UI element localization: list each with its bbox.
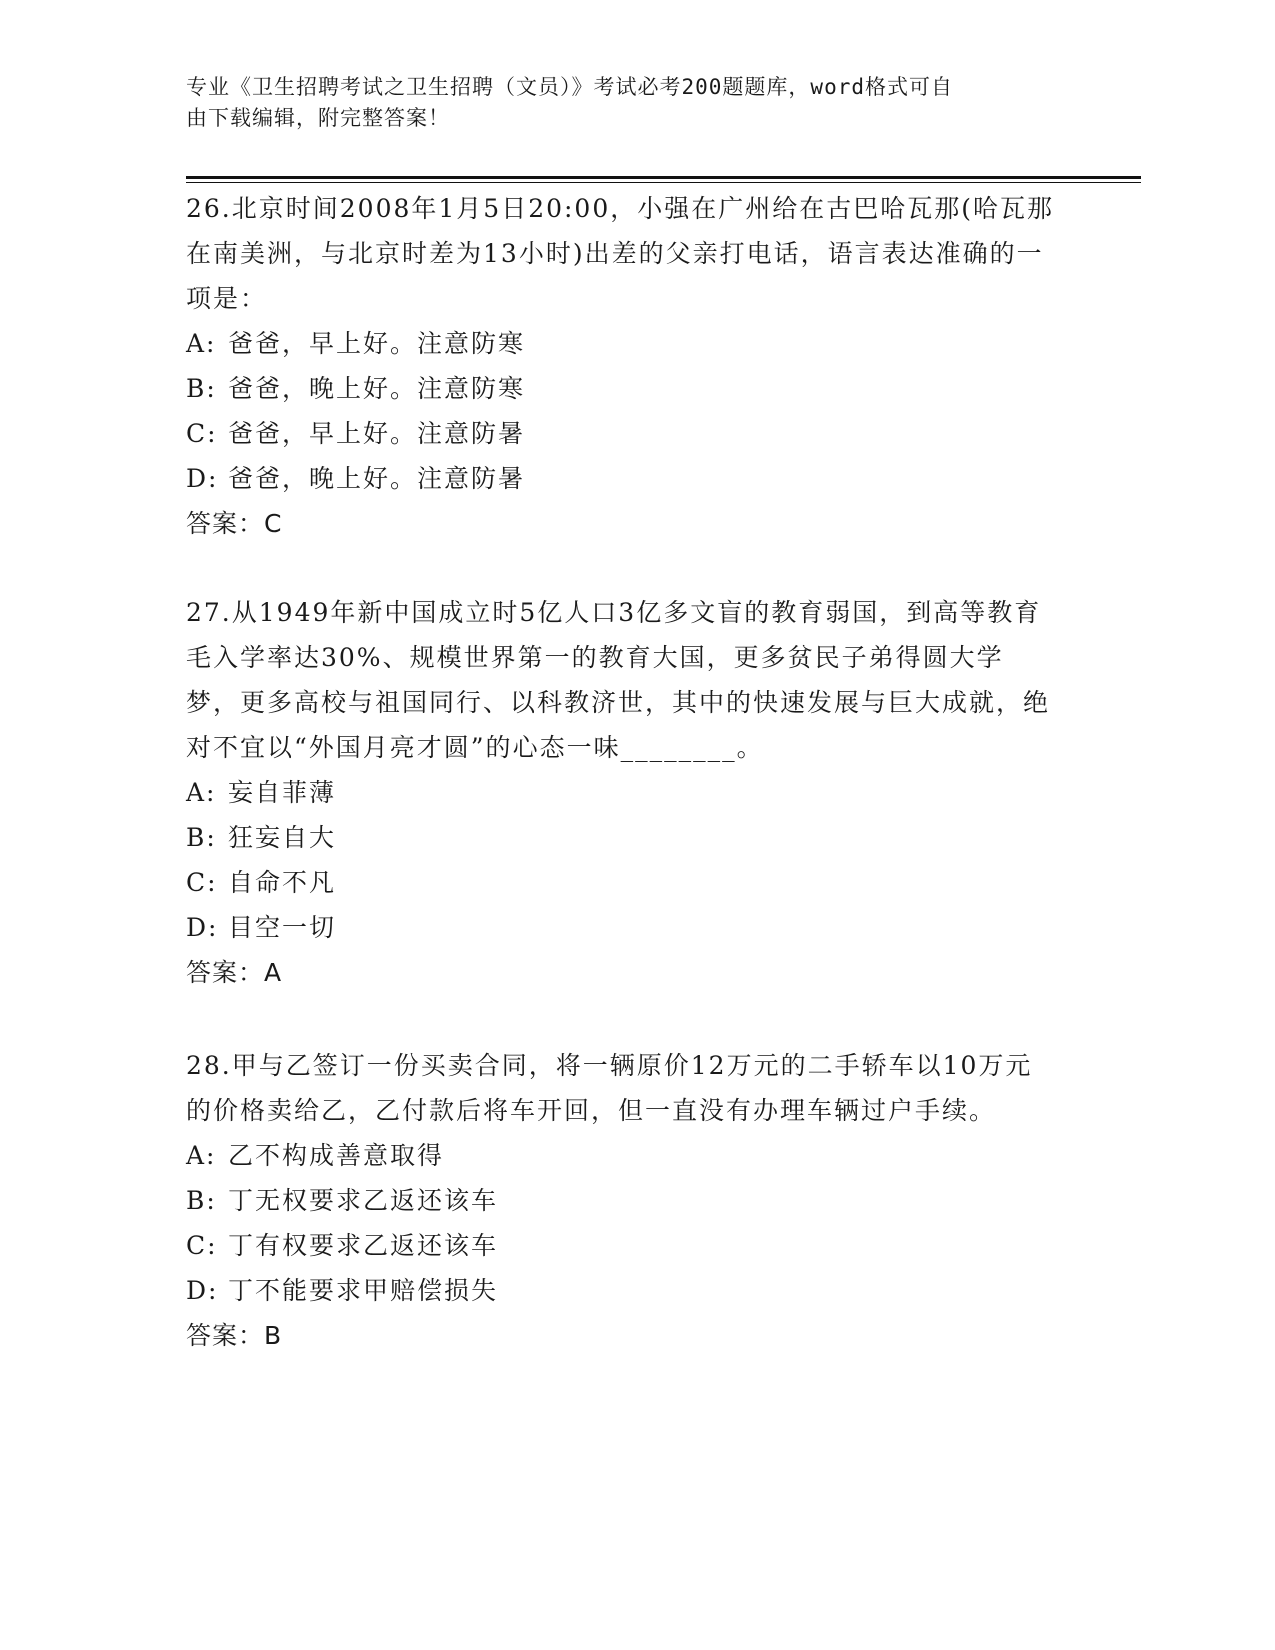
question-28 [186, 1043, 1086, 1358]
option-c [186, 860, 1086, 905]
option-text: 爸爸，早上好。注意防寒 [228, 329, 526, 358]
header-line-2: 由下载编辑，附完整答案！ [186, 106, 450, 130]
option-b [186, 815, 1086, 860]
option-text: 丁无权要求乙返还该车 [228, 1186, 499, 1215]
option-label: A: [186, 329, 217, 358]
option-a [186, 321, 1086, 366]
option-text: 丁有权要求乙返还该车 [228, 1231, 499, 1260]
option-label: A: [186, 778, 217, 807]
option-text: 妄自菲薄 [228, 778, 337, 807]
question-stem: 28.甲与乙签订一份买卖合同，将一辆原价12万元的二手轿车以10万元的价格卖给乙，乙付款后将车开回，但一直没有办理车辆过户手续。 [186, 1051, 1033, 1125]
document-header [186, 72, 1066, 134]
header-divider-thin [186, 182, 1141, 183]
option-text: 狂妄自大 [228, 823, 337, 852]
option-label: B: [186, 374, 217, 403]
option-a [186, 1133, 1086, 1178]
question-27 [186, 590, 1086, 995]
question-stem: 27.从1949年新中国成立时5亿人口3亿多文盲的教育弱国，到高等教育毛入学率达30%、规模世界第一的教育大国，更多贫民子弟得圆大学梦，更多高校与祖国同行、以科教济世，其中的快速发展与巨大成就，绝对不宜以“外国月亮才圆”的心态一味________。 [186, 598, 1051, 762]
option-label: A: [186, 1141, 217, 1170]
option-label: D: [186, 464, 219, 493]
question-stem: 26.北京时间2008年1月5日20:00，小强在广州给在古巴哈瓦那(哈瓦那在南美洲，与北京时差为13小时)出差的父亲打电话，语言表达准确的一项是： [186, 194, 1054, 313]
option-text: 爸爸，晚上好。注意防暑 [228, 464, 526, 493]
option-d [186, 1268, 1086, 1313]
answer: 答案：A [186, 958, 283, 987]
option-c [186, 411, 1086, 456]
answer: 答案：B [186, 1321, 283, 1350]
header-divider-thick [186, 176, 1141, 179]
option-text: 自命不凡 [228, 868, 337, 897]
question-26 [186, 186, 1086, 546]
option-b [186, 1178, 1086, 1223]
option-text: 爸爸，晚上好。注意防寒 [228, 374, 526, 403]
option-d [186, 905, 1086, 950]
option-label: C: [186, 1231, 218, 1260]
option-text: 爸爸，早上好。注意防暑 [228, 419, 526, 448]
option-text: 目空一切 [228, 913, 337, 942]
option-label: C: [186, 868, 218, 897]
option-text: 乙不构成善意取得 [228, 1141, 445, 1170]
option-label: B: [186, 823, 217, 852]
option-label: D: [186, 913, 219, 942]
option-label: B: [186, 1186, 217, 1215]
option-label: D: [186, 1276, 219, 1305]
option-d [186, 456, 1086, 501]
option-c [186, 1223, 1086, 1268]
option-label: C: [186, 419, 218, 448]
answer: 答案：C [186, 509, 283, 538]
option-text: 丁不能要求甲赔偿损失 [228, 1276, 499, 1305]
option-a [186, 770, 1086, 815]
header-line-1: 专业《卫生招聘考试之卫生招聘（文员）》考试必考200题题库，word格式可自 [186, 75, 953, 99]
option-b [186, 366, 1086, 411]
